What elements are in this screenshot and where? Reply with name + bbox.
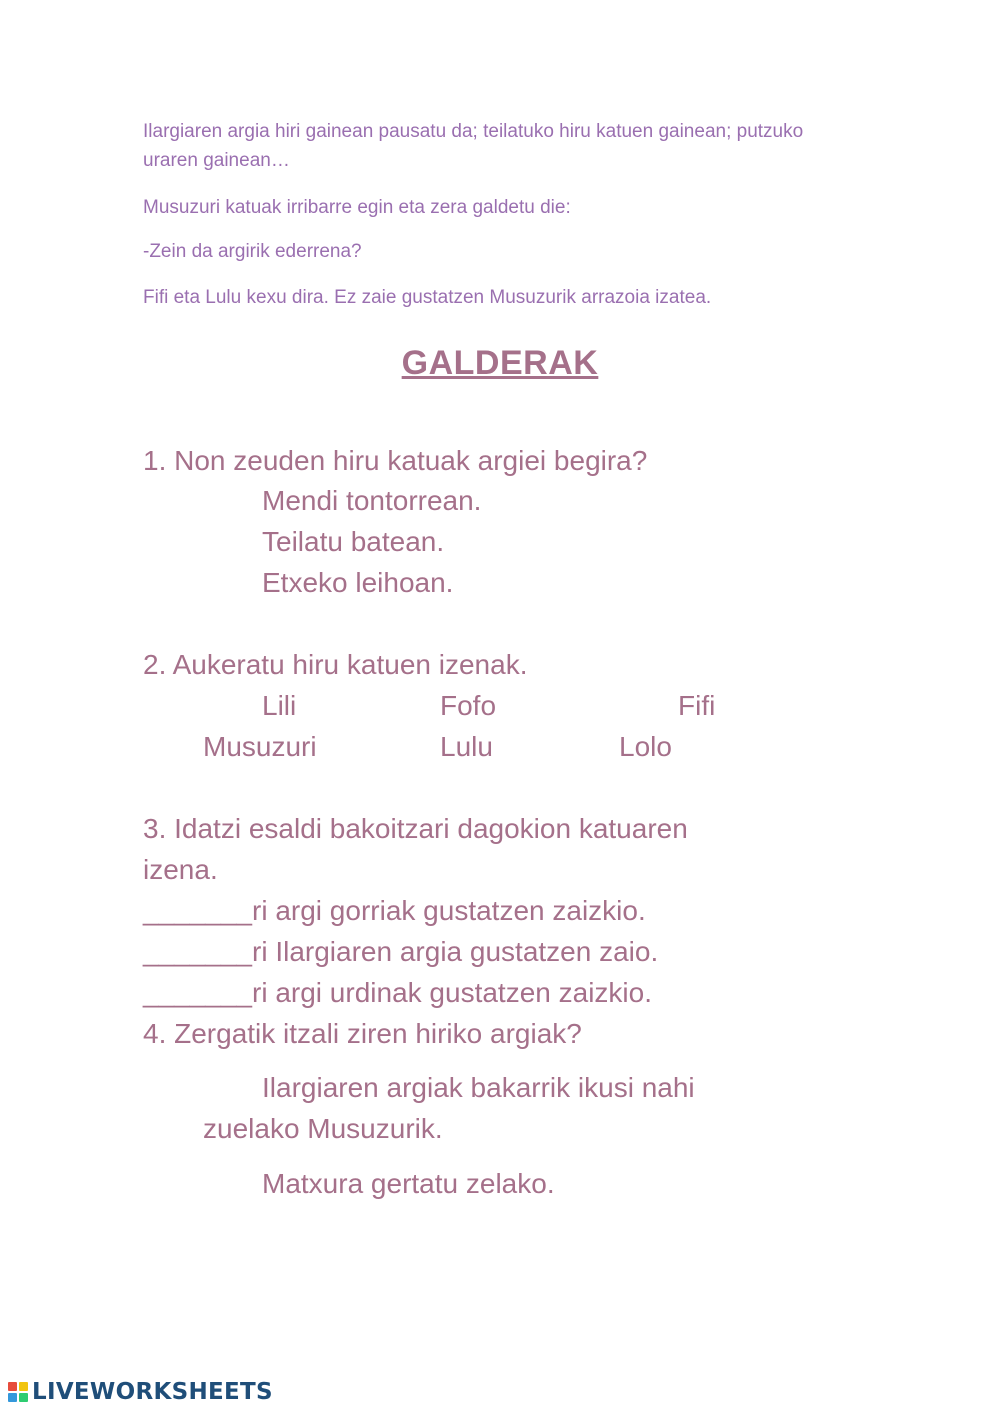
question-2: 2. Aukeratu hiru katuen izenak. <box>143 649 528 680</box>
logo-block-blue <box>8 1393 17 1402</box>
q2-name-fifi[interactable]: Fifi <box>678 690 716 721</box>
q2-name-lili[interactable]: Lili <box>262 690 297 721</box>
q2-name-fofo[interactable]: Fofo <box>440 690 497 721</box>
q4-option-2[interactable]: Matxura gertatu zelako. <box>262 1168 555 1199</box>
q1-option-2[interactable]: Teilatu batean. <box>262 526 445 557</box>
question-3-line-1: 3. Idatzi esaldi bakoitzari dagokion katuaren <box>143 813 688 844</box>
question-1: 1. Non zeuden hiru katuak argiei begira? <box>143 445 648 476</box>
q3-blank-2[interactable]: _______ <box>143 936 253 967</box>
q3-blank-1[interactable]: _______ <box>143 895 253 926</box>
q1-option-3[interactable]: Etxeko leihoan. <box>262 567 454 598</box>
intro-paragraph-2: Musuzuri katuak irribarre egin eta zera galdetu die: <box>143 197 571 218</box>
q2-name-musuzuri[interactable]: Musuzuri <box>203 731 317 762</box>
question-4: 4. Zergatik itzali ziren hiriko argiak? <box>143 1018 582 1049</box>
q3-sentence-3 <box>143 972 652 1013</box>
q3-blank-3[interactable]: _______ <box>143 977 253 1008</box>
logo-text: LIVEWORKSHEETS <box>32 1379 273 1405</box>
intro-paragraph-4: Fifi eta Lulu kexu dira. Ez zaie gustatzen Musuzurik arrazoia izatea. <box>143 287 712 308</box>
page-title: GALDERAK <box>401 344 599 382</box>
intro-paragraph-3: -Zein da argirik ederrena? <box>143 241 362 262</box>
intro-paragraph-1: Ilargiaren argia hiri gainean pausatu da; teilatuko hiru katuen gainean; putzuko uraren gainean… <box>143 121 804 171</box>
q2-name-lulu[interactable]: Lulu <box>440 731 493 762</box>
logo-blocks-icon <box>8 1382 28 1402</box>
liveworksheets-logo <box>8 1379 273 1405</box>
q4-option-1-line-1[interactable]: Ilargiaren argiak bakarrik ikusi nahi <box>262 1072 695 1103</box>
logo-block-yellow <box>19 1382 28 1391</box>
q2-name-lolo[interactable]: Lolo <box>619 731 672 762</box>
q4-option-1-line-2[interactable]: zuelako Musuzurik. <box>203 1113 443 1144</box>
question-3-line-2: izena. <box>143 854 218 885</box>
q3-sentence-3-text: ri argi urdinak gustatzen zaizkio. <box>252 977 652 1008</box>
q3-sentence-1-text: ri argi gorriak gustatzen zaizkio. <box>252 895 646 926</box>
q3-sentence-1 <box>143 890 646 931</box>
q1-option-1[interactable]: Mendi tontorrean. <box>262 485 482 516</box>
q3-sentence-2-text: ri Ilargiaren argia gustatzen zaio. <box>252 936 659 967</box>
logo-block-green <box>19 1393 28 1402</box>
q3-sentence-2 <box>143 931 658 972</box>
logo-block-red <box>8 1382 17 1391</box>
